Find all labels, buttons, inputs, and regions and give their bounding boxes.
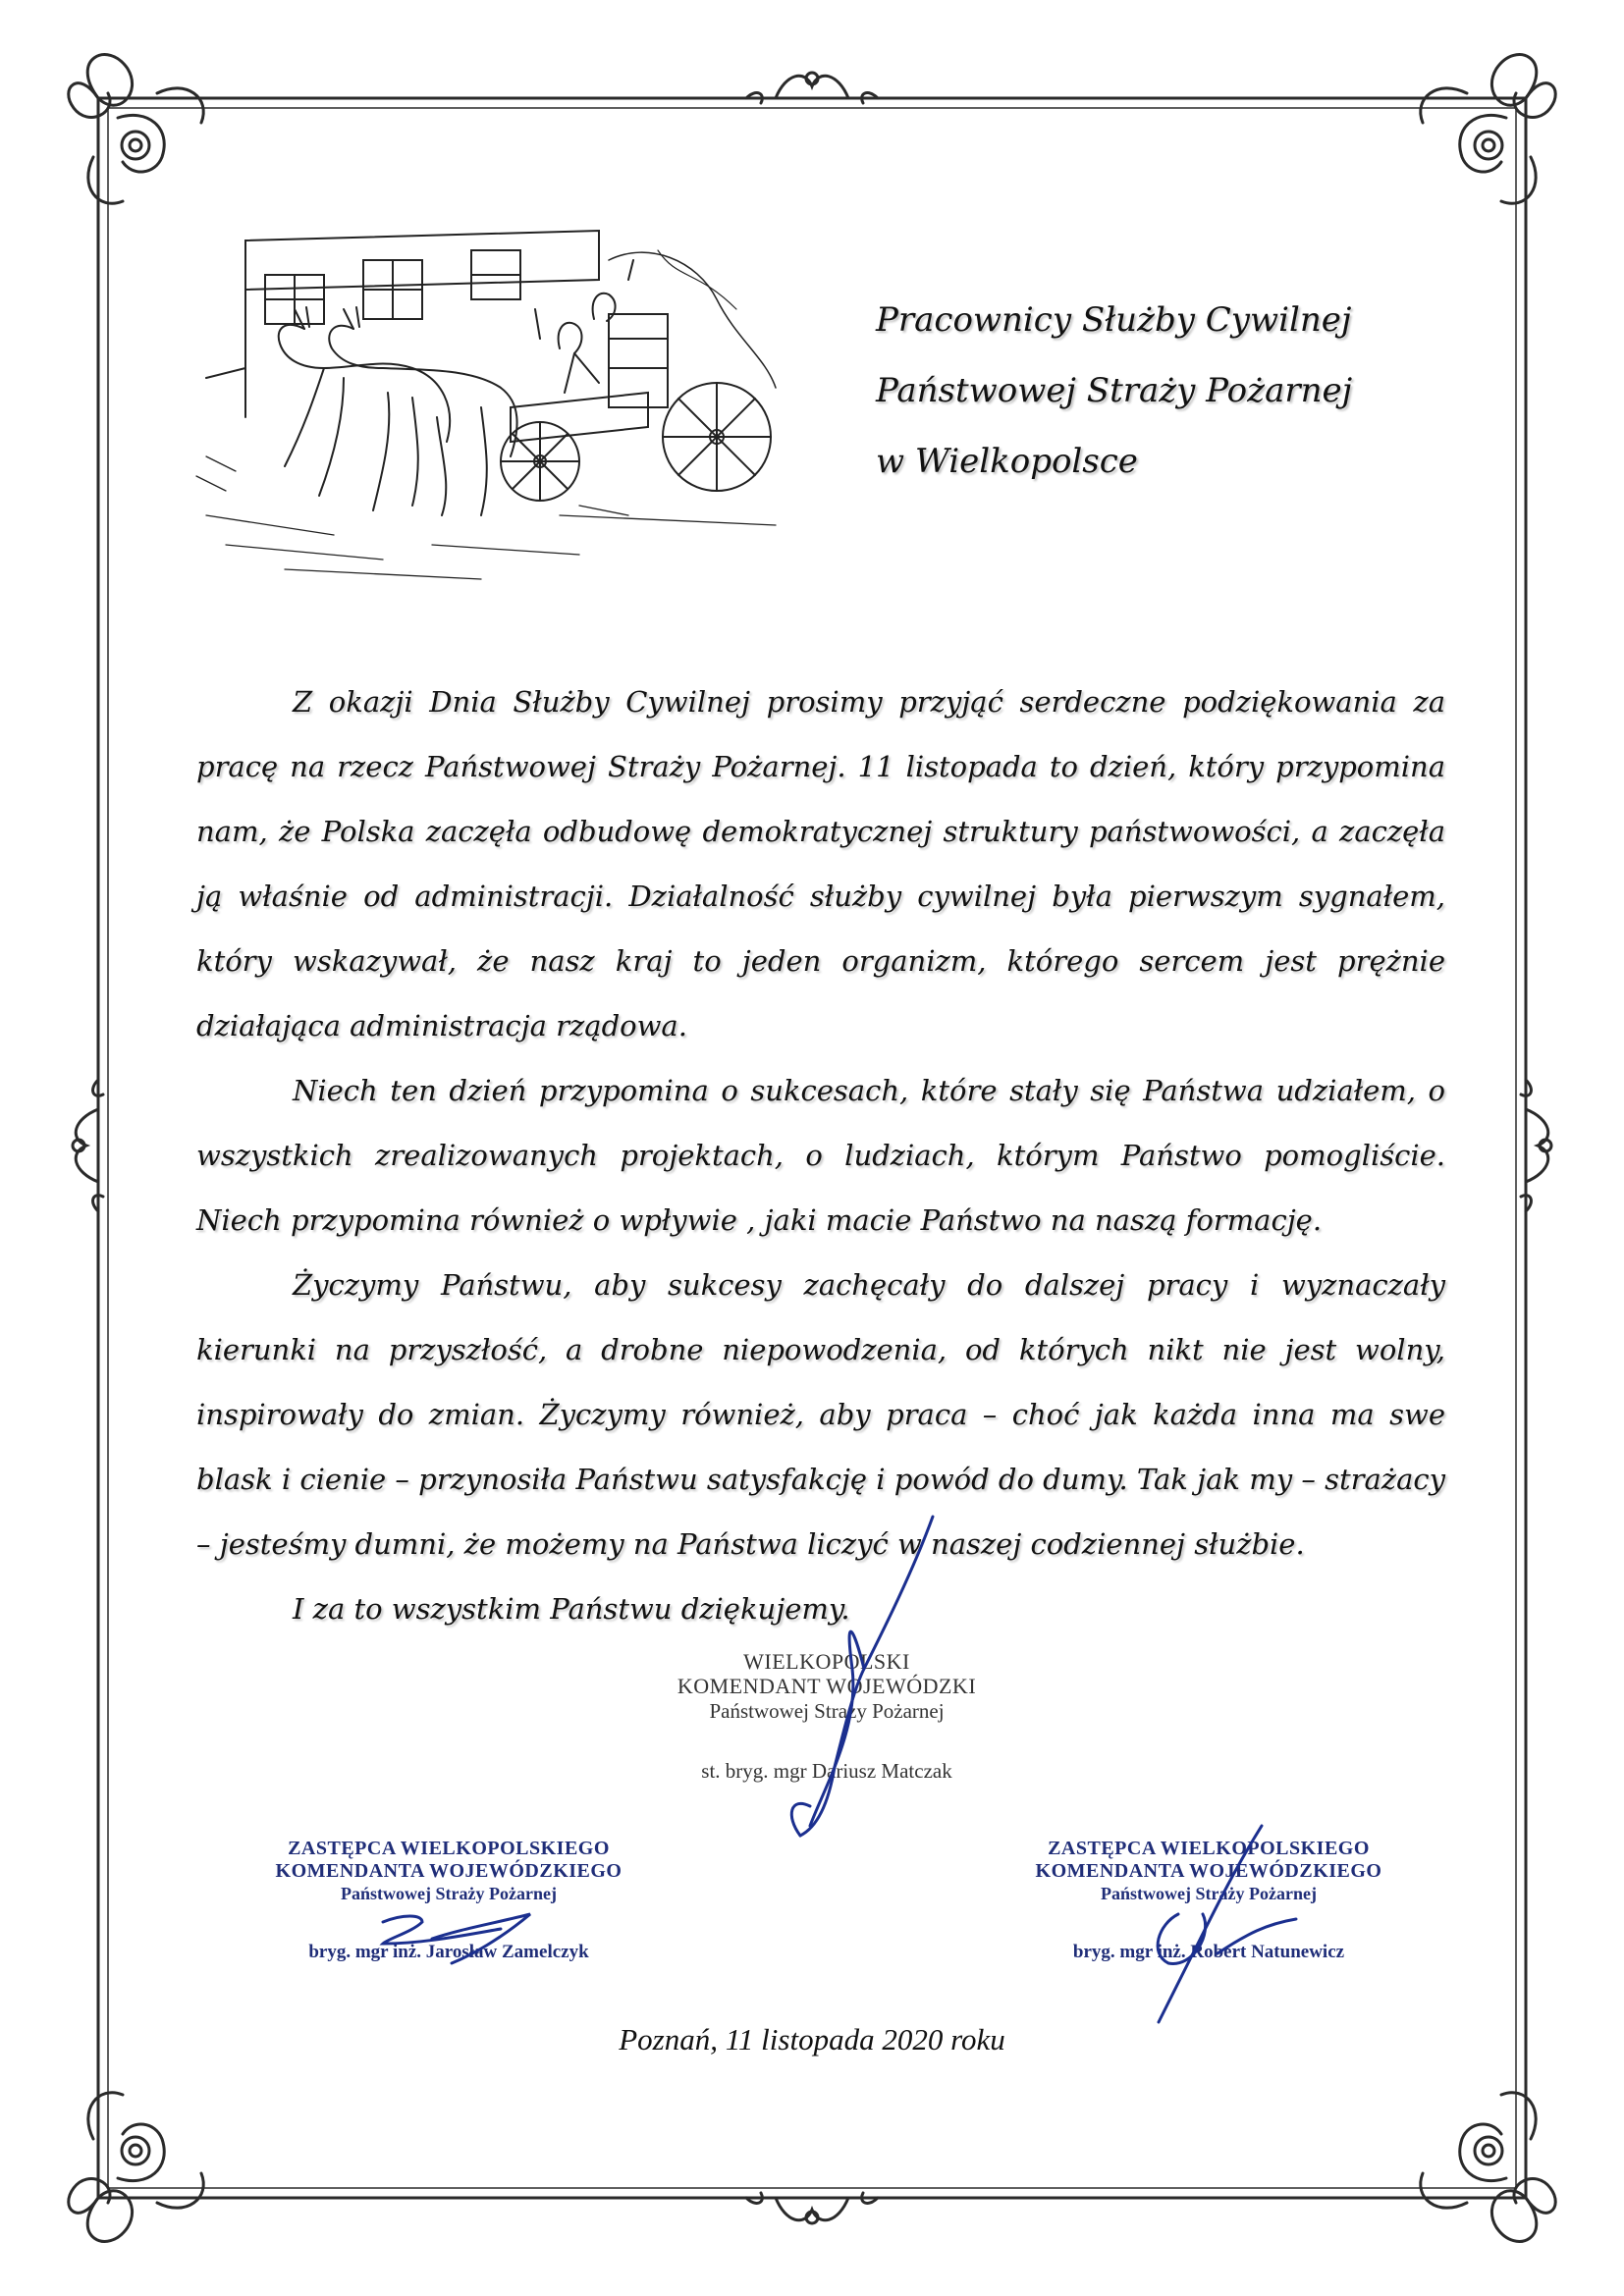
recipient-line-1: Pracownicy Służby Cywilnej bbox=[876, 300, 1352, 340]
deputy-left-stamp-line-2: KOMENDANTA WOJEWÓDZKIEGO bbox=[275, 1860, 623, 1882]
commander-stamp-line-2: KOMENDANT WOJEWÓDZKI bbox=[677, 1674, 977, 1698]
commander-stamp-line-1: WIELKOPOLSKI bbox=[743, 1649, 910, 1674]
letter-paragraph-4: I za to wszystkim Państwu dziękujemy. bbox=[293, 1592, 850, 1626]
commander-stamp-line-3: Państwowej Straży Pożarnej bbox=[709, 1699, 945, 1723]
deputy-right-stamp-line-1: ZASTĘPCA WIELKOPOLSKIEGO bbox=[1048, 1838, 1370, 1859]
deputy-left-stamp bbox=[257, 1838, 640, 1963]
recipient-line-2: Państwowej Straży Pożarnej bbox=[876, 371, 1353, 410]
commander-name: st. bryg. mgr Dariusz Matczak bbox=[701, 1759, 952, 1783]
horse-drawn-fire-engine-illustration bbox=[187, 221, 795, 599]
deputy-right-stamp bbox=[1017, 1838, 1400, 1963]
letter-paragraph-3: Życzymy Państwu, aby sukcesy zachęcały do dalszej pracy i wyznaczały kierunki na przyszłość, a drobne niepowodzenia, od których nikt nie jest wolny, inspirowały do zmian. Życzymy również, aby praca – choć jak każda inna ma swe blask i cienie – przynosiła Państwu satysfakcję i powód do dumy. Tak jak my – strażacy – jesteśmy dumni, że możemy na Państwa liczyć w naszej codziennej służbie. bbox=[196, 1268, 1445, 1561]
recipient-block bbox=[876, 285, 1485, 497]
deputy-right-stamp-line-3: Państwowej Straży Pożarnej bbox=[1101, 1884, 1317, 1903]
deputy-left-stamp-line-3: Państwowej Straży Pożarnej bbox=[341, 1884, 557, 1903]
deputy-right-name: bryg. mgr inż. Robert Natunewicz bbox=[1072, 1942, 1345, 1962]
deputy-right-stamp-line-2: KOMENDANTA WOJEWÓDZKIEGO bbox=[1035, 1860, 1382, 1882]
letter-paragraph-1: Z okazji Dnia Służby Cywilnej prosimy przyjąć serdeczne podziękowania za pracę na rzecz Państwowej Straży Pożarnej. 11 listopada to dzień, który przypomina nam, że Polska zaczęła odbudowę demokratycznej struktury państwowości, a zaczęła ją właśnie od administracji. Działalność służby cywilnej była pierwszym sygnałem, który wskazywał, że nasz kraj to jeden organizm, którego sercem jest prężnie działająca administracja rządowa. bbox=[196, 685, 1445, 1042]
deputy-left-stamp-line-1: ZASTĘPCA WIELKOPOLSKIEGO bbox=[288, 1838, 610, 1859]
letter-paragraph-2: Niech ten dzień przypomina o sukcesach, które stały się Państwa udziałem, o wszystkich zrealizowanych projektach, o ludziach, którym Państwo pomogliście. Niech przypomina również o wpływie , jaki macie Państwo na naszą formację. bbox=[196, 1074, 1445, 1237]
recipient-line-3: w Wielkopolsce bbox=[876, 442, 1138, 481]
commander-stamp bbox=[660, 1649, 994, 1784]
letter-body bbox=[196, 669, 1445, 1641]
deputy-left-name: bryg. mgr inż. Jarosław Zamelczyk bbox=[308, 1942, 589, 1962]
place-and-date: Poznań, 11 listopada 2020 roku bbox=[619, 2022, 1005, 2056]
